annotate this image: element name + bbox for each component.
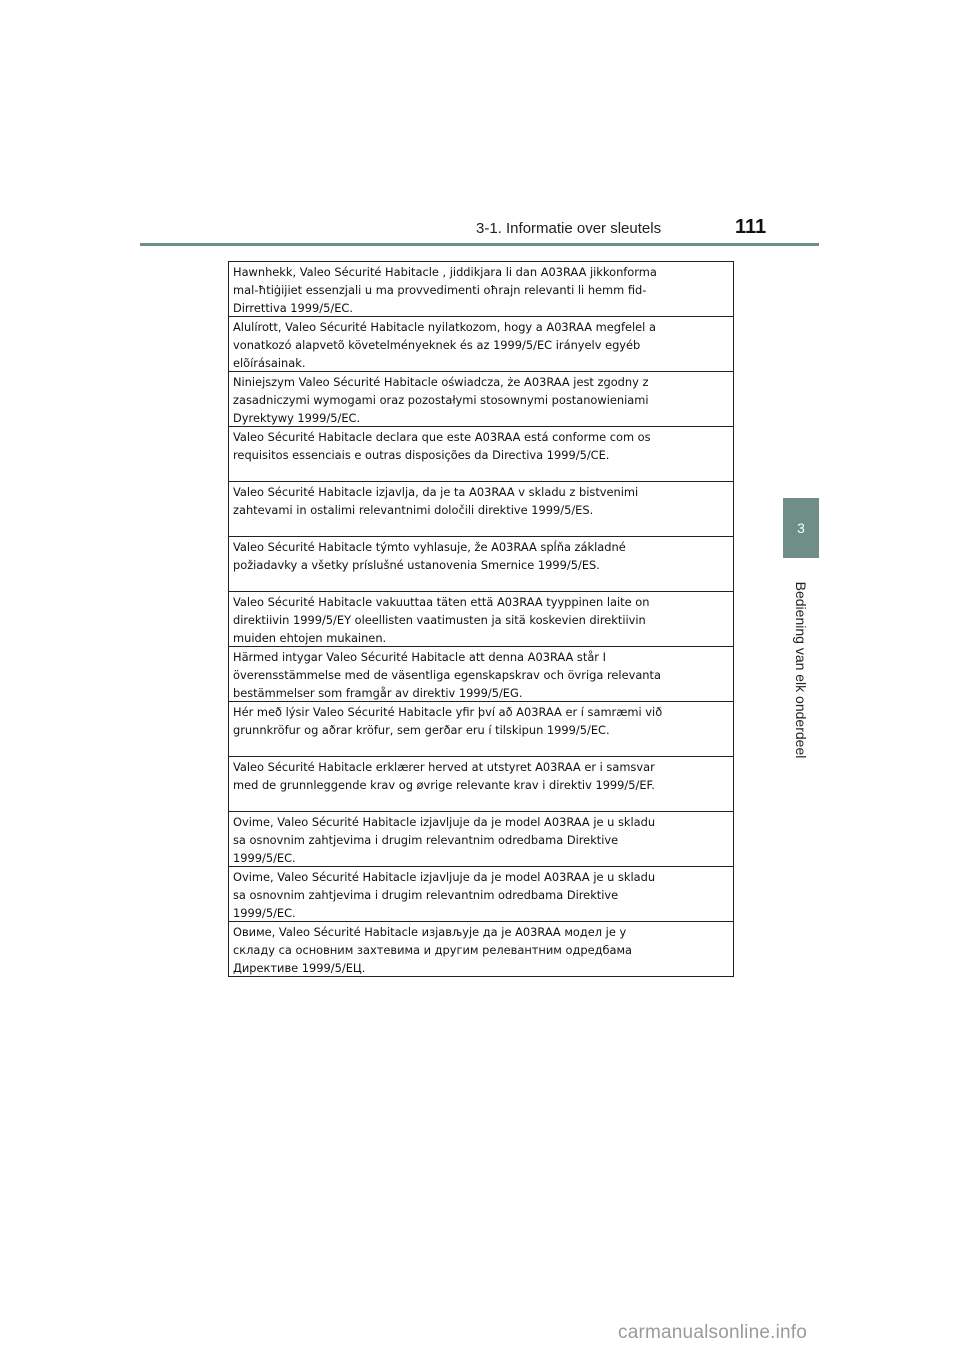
declaration-line: bestämmelser som framgår av direktiv 1999/5/EG.: [233, 686, 523, 700]
declaration-line: muiden ehtojen mukainen.: [233, 631, 387, 645]
declaration-row: [229, 702, 733, 757]
declaration-line: Ovime, Valeo Sécurité Habitacle izjavljuje da je model A03RAA je u skladu: [233, 870, 656, 884]
declaration-line: Valeo Sécurité Habitacle týmto vyhlasuje, že A03RAA spĺňa základné: [233, 540, 626, 554]
declaration-row: [229, 812, 733, 867]
chapter-label: Bediening van elk onderdeel: [793, 581, 809, 759]
declaration-line: Dyrektywy 1999/5/EC.: [233, 411, 361, 425]
declaration-line: vonatkozó alapvetõ követelményeknek és az 1999/5/EC irányelv egyéb: [233, 338, 641, 352]
declaration-row: [229, 592, 733, 647]
declaration-line: direktiivin 1999/5/EY oleellisten vaatimusten ja sitä koskevien direktiivin: [233, 613, 646, 627]
section-title: 3-1. Informatie over sleutels: [476, 220, 662, 237]
declaration-line: zahtevami in ostalimi relevantnimi določili direktive 1999/5/ES.: [233, 503, 594, 517]
declaration-line: Hawnhekk, Valeo Sécurité Habitacle , jiddikjara li dan A03RAA jikkonforma: [233, 265, 657, 279]
chapter-number: 3: [797, 520, 805, 536]
declaration-line: sa osnovnim zahtjevima i drugim relevantnim odredbama Direktive: [233, 888, 619, 902]
declaration-line: Härmed intygar Valeo Sécurité Habitacle att denna A03RAA står I: [233, 650, 606, 664]
declaration-line: Valeo Sécurité Habitacle erklærer herved at utstyret A03RAA er i samsvar: [233, 760, 655, 774]
declaration-row: [229, 482, 733, 537]
declaration-line: Овиме, Valeo Sécurité Habitacle изјављује да је A03RAA модел је у: [233, 925, 627, 939]
declaration-row: [229, 317, 733, 372]
declaration-row: [229, 922, 733, 977]
declaration-line: elõírásainak.: [233, 356, 306, 370]
page-number: 111: [735, 216, 767, 238]
declaration-line: sa osnovnim zahtjevima i drugim relevantnim odredbama Direktive: [233, 833, 619, 847]
declaration-line: Ovime, Valeo Sécurité Habitacle izjavljuje da je model A03RAA je u skladu: [233, 815, 656, 829]
declaration-line: Valeo Sécurité Habitacle izjavlja, da je ta A03RAA v skladu z bistvenimi: [233, 485, 639, 499]
header-divider: [140, 243, 819, 246]
declaration-line: 1999/5/EC.: [233, 851, 296, 865]
declaration-row: [229, 867, 733, 922]
declaration-line: Valeo Sécurité Habitacle declara que este A03RAA está conforme com os: [233, 430, 651, 444]
declaration-row: [229, 537, 733, 592]
declaration-line: requisitos essenciais e outras disposições da Directiva 1999/5/CE.: [233, 448, 610, 462]
watermark: carmanualsonline.info: [618, 1322, 808, 1343]
declaration-table: [228, 261, 734, 977]
declaration-line: Valeo Sécurité Habitacle vakuuttaa täten että A03RAA tyyppinen laite on: [233, 595, 650, 609]
declaration-line: požiadavky a všetky príslušné ustanovenia Smernice 1999/5/ES.: [233, 558, 600, 572]
declaration-line: zasadniczymi wymogami oraz pozostałymi stosownymi postanowieniami: [233, 393, 649, 407]
declaration-line: mal-ħtiġijiet essenzjali u ma provvedimenti oħrajn relevanti li hemm fid-: [233, 283, 647, 297]
declaration-line: Hér með lýsir Valeo Sécurité Habitacle yfir því að A03RAA er í samræmi við: [233, 705, 663, 719]
declaration-line: 1999/5/EC.: [233, 906, 296, 920]
declaration-row: [229, 262, 733, 317]
declaration-line: Niniejszym Valeo Sécurité Habitacle oświadcza, że A03RAA jest zgodny z: [233, 375, 649, 389]
chapter-tab: [783, 498, 819, 558]
declaration-line: Директиве 1999/5/ЕЦ.: [233, 961, 366, 975]
declaration-line: Alulírott, Valeo Sécurité Habitacle nyilatkozom, hogy a A03RAA megfelel a: [233, 320, 656, 334]
declaration-row: [229, 647, 733, 702]
declaration-line: складу са основним захтевима и другим релевантним одредбама: [233, 943, 633, 957]
declaration-line: med de grunnleggende krav og øvrige relevante krav i direktiv 1999/5/EF.: [233, 778, 655, 792]
declaration-line: grunnkröfur og aðrar kröfur, sem gerðar eru í tilskipun 1999/5/EC.: [233, 723, 610, 737]
declaration-row: [229, 372, 733, 427]
declaration-line: Dirrettiva 1999/5/EC.: [233, 301, 353, 315]
declaration-row: [229, 757, 733, 812]
declaration-line: överensstämmelse med de väsentliga egenskapskrav och övriga relevanta: [233, 668, 661, 682]
declaration-row: [229, 427, 733, 482]
